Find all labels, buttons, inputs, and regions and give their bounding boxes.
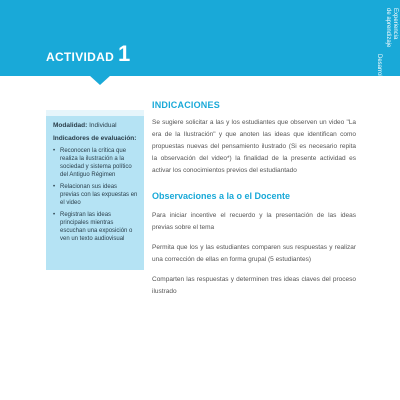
main-content	[152, 100, 356, 298]
indicaciones-paragraph: Se sugiere solicitar a las y los estudiantes que observen un video "La era de la Ilustración" y que anoten las ideas que identifican como propuestas nuevas del pensamiento ilustrado (Si es necesario repita la observación del video*) la finalidad de la presente actividad es activar los conocimientos previos del estudiantado	[152, 119, 356, 174]
indicador-text: Reconocen la crítica que realiza la ilustración a la sociedad y sistema político del Antiguo Régimen	[60, 148, 132, 178]
activity-word: ACTIVIDAD	[46, 50, 115, 64]
modalidad-value: Individual	[89, 122, 117, 129]
indicadores-line	[53, 134, 138, 143]
bullet-icon: •	[53, 184, 56, 190]
vertical-label-aprendizaje: de aprendizaje	[385, 8, 391, 48]
indicadores-list	[53, 147, 138, 243]
list-item	[53, 183, 138, 207]
vertical-label-experiencia: Experiencia	[392, 8, 398, 40]
observaciones-paragraph-1: Para iniciar incentive el recuerdo y la presentación de las ideas previas sobre el tema	[152, 212, 356, 231]
observaciones-heading: Observaciones a la o el Docente	[152, 191, 291, 201]
sidebar-box	[46, 110, 144, 270]
list-item	[53, 147, 138, 179]
observaciones-paragraph-3: Comparten las respuestas y determinen tres ideas claves del proceso ilustrado	[152, 276, 356, 295]
list-item	[53, 211, 138, 243]
indicador-text: Registran las ideas principales mientras escuchan una exposición o ven un texto audiovisual	[60, 212, 133, 242]
modalidad-line	[53, 121, 138, 130]
indicaciones-heading: INDICACIONES	[152, 100, 220, 110]
modalidad-label: Modalidad:	[53, 122, 88, 129]
bullet-icon: •	[53, 148, 56, 154]
sidebar-stripe	[46, 110, 144, 116]
vertical-section-labels	[370, 8, 400, 82]
vertical-label-desarrollo: Desarrollo	[376, 54, 382, 82]
indicadores-label: Indicadores de evaluación:	[53, 135, 137, 142]
bullet-icon: •	[53, 212, 56, 218]
activity-title	[46, 43, 130, 65]
activity-number: 1	[118, 41, 131, 66]
observaciones-paragraph-2: Permita que los y las estudiantes comparen sus respuestas y realizar una corrección de ellas en forma grupal (5 estudiantes)	[152, 244, 356, 263]
banner-notch	[89, 75, 111, 85]
indicador-text: Relacionan sus ideas previas con las expuestas en el video	[60, 184, 138, 206]
